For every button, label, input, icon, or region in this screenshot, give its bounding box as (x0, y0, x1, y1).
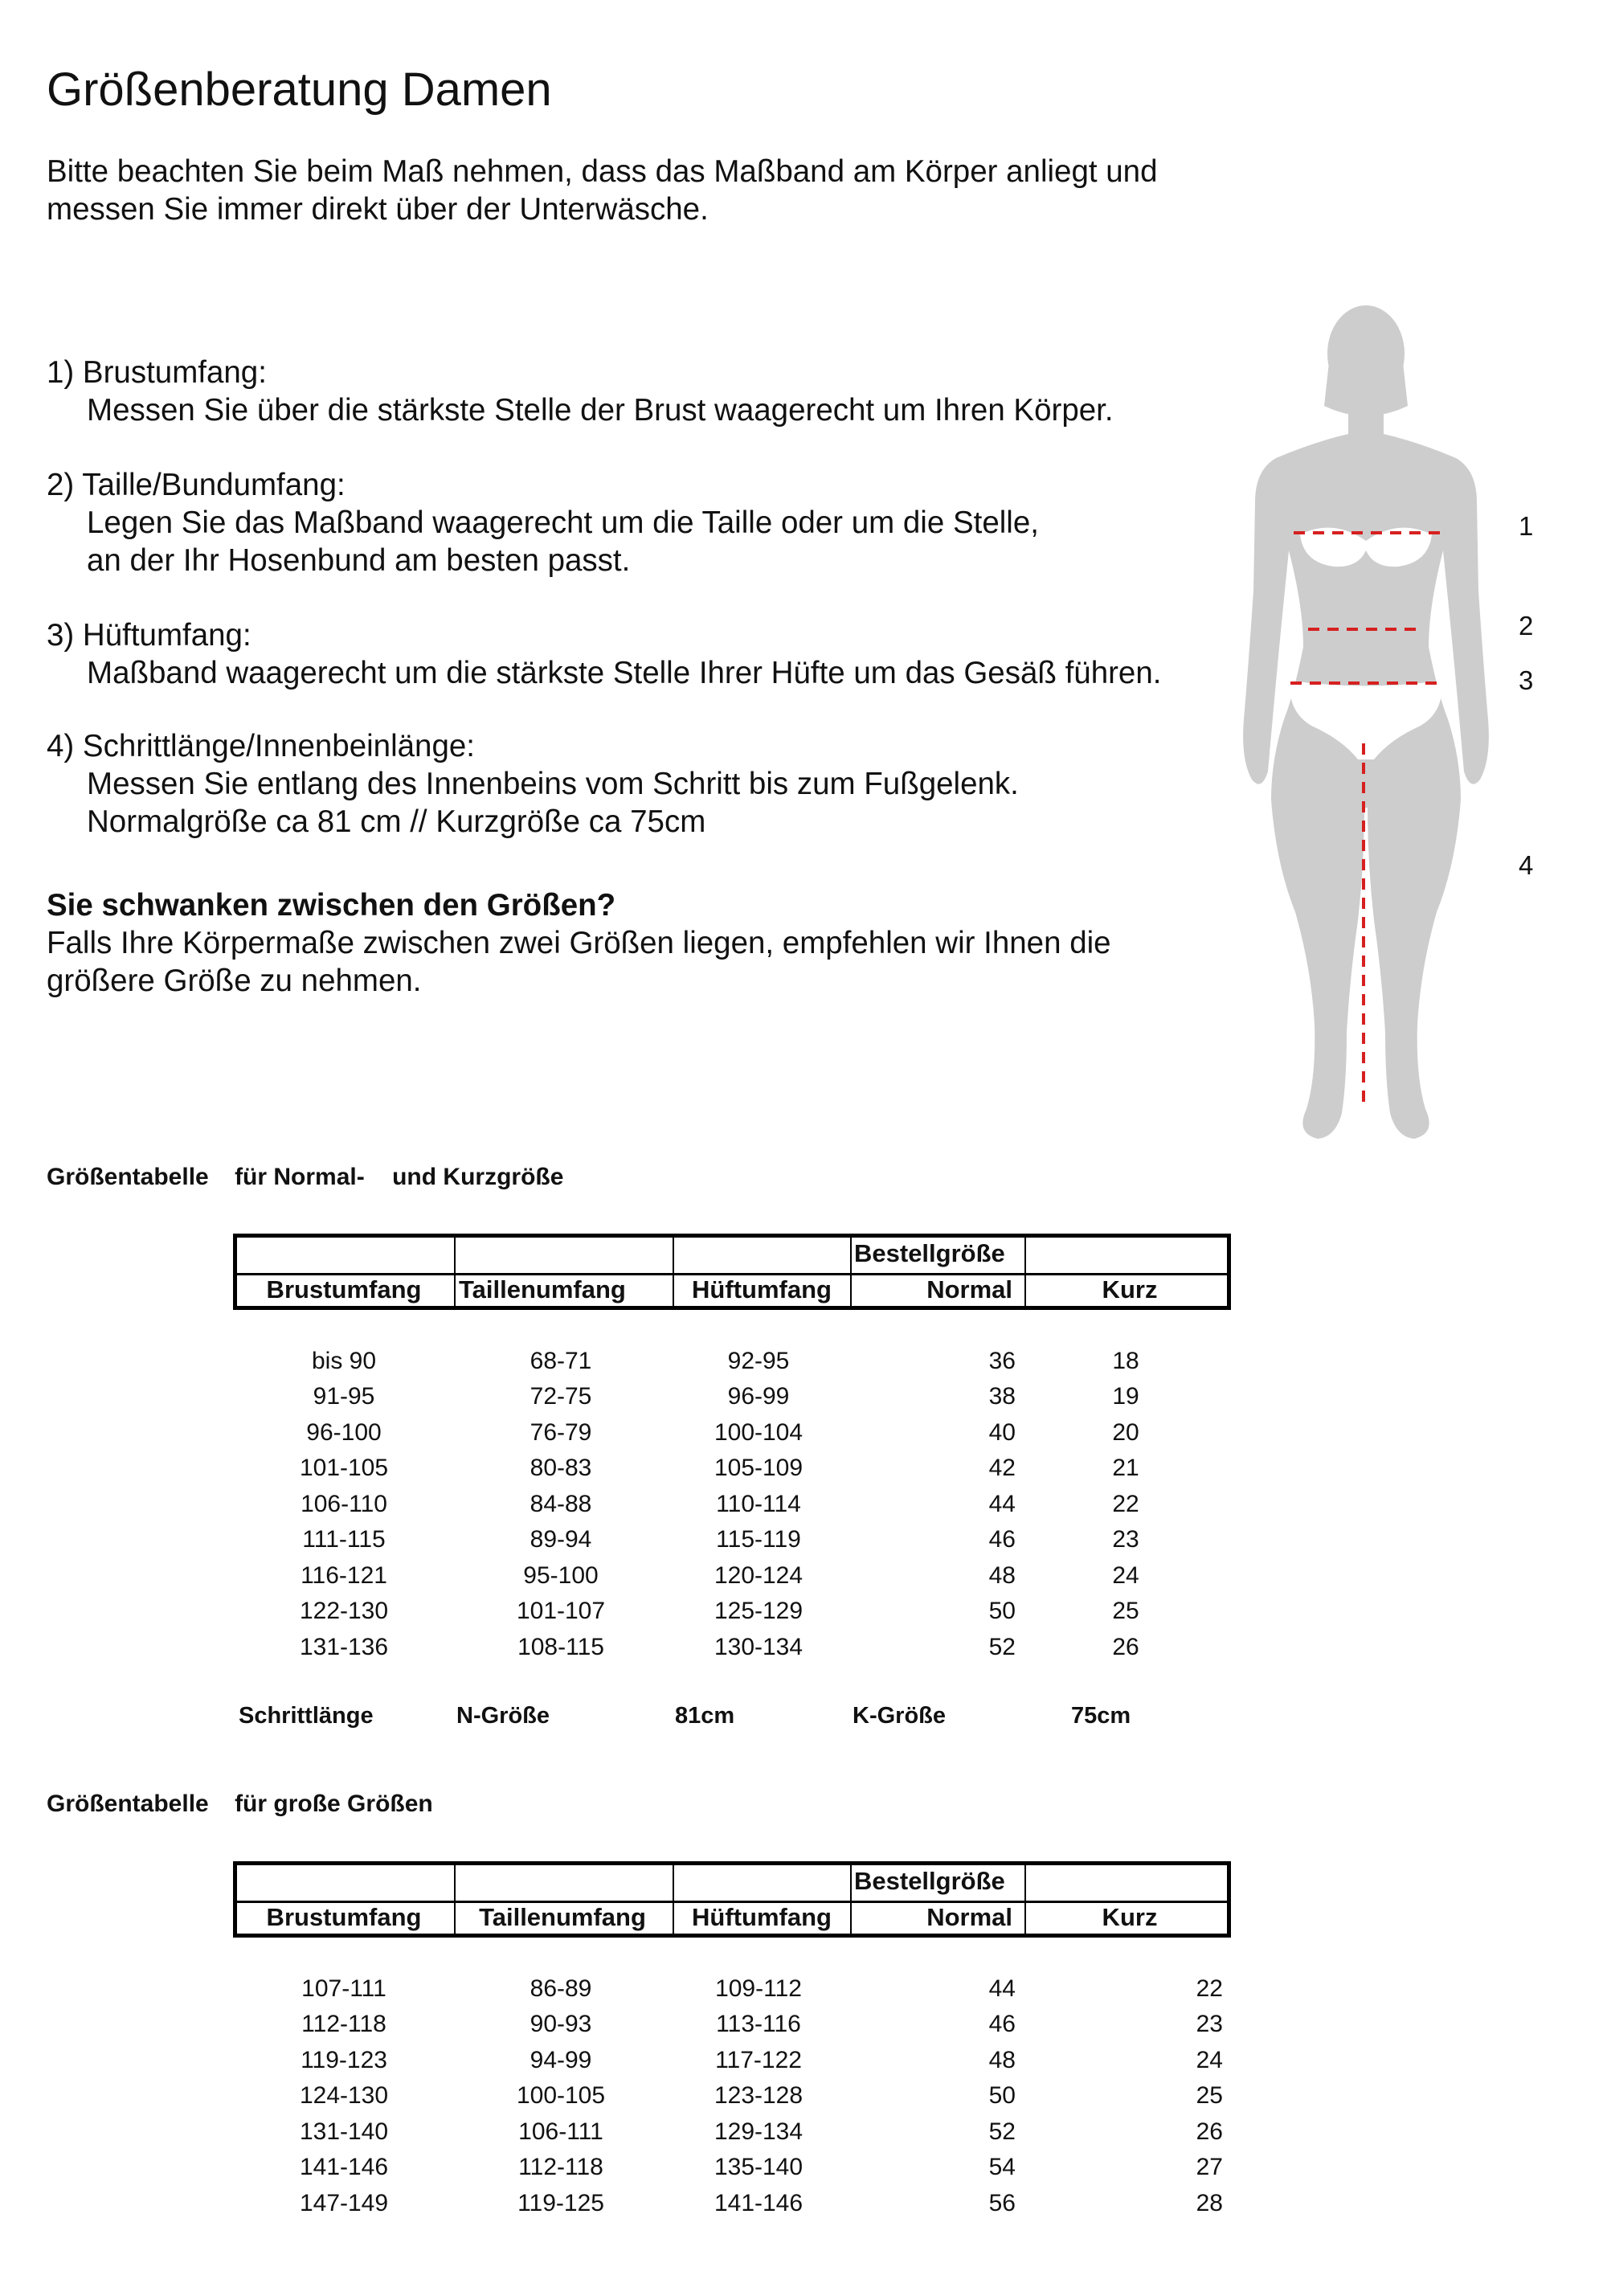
divider (673, 1238, 674, 1306)
cell-normal: 46 (988, 1526, 1016, 1553)
caption-part: für Normal- (235, 1164, 365, 1190)
column-header: Hüftumfang (692, 1275, 832, 1304)
advice-text: Falls Ihre Körpermaße zwischen zwei Größen liegen, empfehlen wir Ihnen die (47, 926, 1111, 960)
table2-header (233, 1861, 1231, 1938)
table1-header (233, 1234, 1231, 1310)
divider (1024, 1865, 1026, 1934)
footer-label: N-Größe (456, 1703, 550, 1729)
cell-hip: 123-128 (714, 2082, 804, 2109)
cell-bust: 101-105 (299, 1455, 389, 1481)
cell-waist: 76-79 (530, 1419, 592, 1446)
figure-marker-1: 1 (1519, 511, 1534, 541)
cell-normal: 42 (988, 1455, 1016, 1481)
cell-hip: 110-114 (716, 1491, 801, 1517)
cell-short: 24 (1112, 1562, 1139, 1589)
footer-label: Schrittlänge (239, 1703, 374, 1729)
step-text: Maßband waagerecht um die stärkste Stelle Ihrer Hüfte um das Gesäß führen. (87, 656, 1162, 690)
divider (850, 1865, 852, 1934)
cell-normal: 56 (988, 2190, 1016, 2216)
cell-bust: 116-121 (301, 1562, 387, 1589)
cell-normal: 48 (988, 1562, 1016, 1589)
intro-line: messen Sie immer direkt über der Unterwäsche. (47, 192, 709, 227)
step-2 (47, 466, 1039, 579)
cell-waist: 68-71 (530, 1348, 592, 1374)
figure-marker-3: 3 (1519, 665, 1534, 695)
cell-normal: 50 (988, 2082, 1016, 2109)
cell-normal: 38 (988, 1383, 1016, 1410)
advice-text: größere Größe zu nehmen. (47, 964, 422, 998)
cell-hip: 117-122 (715, 2047, 802, 2073)
column-header: Normal (926, 1903, 1012, 1931)
cell-hip: 113-116 (716, 2011, 801, 2037)
cell-normal: 36 (988, 1348, 1016, 1374)
cell-bust: 131-136 (299, 1634, 389, 1660)
caption-part: Größentabelle (47, 1791, 209, 1817)
intro-line: Bitte beachten Sie beim Maß nehmen, dass das Maßband am Körper anliegt und (47, 154, 1158, 189)
cell-bust: 119-123 (301, 2047, 387, 2073)
step-3 (47, 616, 1161, 692)
divider (454, 1238, 456, 1306)
cell-hip: 129-134 (714, 2118, 804, 2145)
divider (673, 1865, 674, 1934)
footer-value: 75cm (1071, 1703, 1131, 1729)
step-heading: 2) Taille/Bundumfang: (47, 468, 346, 502)
column-header: Kurz (1102, 1275, 1158, 1304)
cell-bust: 106-110 (301, 1491, 387, 1517)
table1-caption (47, 1164, 563, 1191)
cell-hip: 96-99 (727, 1383, 790, 1410)
cell-hip: 109-112 (715, 1975, 802, 2002)
column-header: Brustumfang (266, 1275, 422, 1304)
group-header: Bestellgröße (854, 1239, 1005, 1267)
step-text: Normalgröße ca 81 cm // Kurzgröße ca 75cm (87, 804, 706, 839)
footer-value: 81cm (675, 1703, 735, 1729)
cell-short: 28 (1196, 2190, 1223, 2216)
cell-short: 24 (1196, 2047, 1223, 2073)
column-header: Brustumfang (266, 1903, 422, 1931)
cell-normal: 44 (988, 1491, 1016, 1517)
caption-part: für große Größen (235, 1791, 433, 1817)
cell-hip: 125-129 (714, 1598, 804, 1624)
divider (1024, 1238, 1026, 1306)
table2-caption (47, 1791, 433, 1818)
column-header: Hüftumfang (692, 1903, 832, 1931)
body-silhouette-figure (1237, 285, 1495, 1153)
cell-hip: 105-109 (714, 1455, 804, 1481)
cell-hip: 120-124 (714, 1562, 804, 1589)
cell-waist: 84-88 (530, 1491, 592, 1517)
cell-hip: 92-95 (727, 1348, 790, 1374)
cell-waist: 72-75 (530, 1383, 592, 1410)
cell-bust: 141-146 (299, 2154, 389, 2180)
cell-bust: bis 90 (311, 1348, 377, 1374)
cell-hip: 135-140 (714, 2154, 804, 2180)
cell-waist: 94-99 (530, 2047, 592, 2073)
cell-bust: 122-130 (299, 1598, 389, 1624)
cell-bust: 124-130 (299, 2082, 389, 2109)
cell-short: 21 (1112, 1455, 1139, 1481)
cell-bust: 91-95 (313, 1383, 375, 1410)
cell-normal: 52 (988, 2118, 1016, 2145)
cell-short: 27 (1196, 2154, 1223, 2180)
step-text: Messen Sie entlang des Innenbeins vom Schritt bis zum Fußgelenk. (87, 767, 1019, 801)
cell-hip: 115-119 (716, 1526, 801, 1553)
column-header: Taillenumfang (459, 1275, 626, 1304)
step-text: an der Ihr Hosenbund am besten passt. (87, 543, 631, 578)
cell-waist: 119-125 (517, 2190, 604, 2216)
cell-short: 26 (1112, 1634, 1139, 1660)
cell-short: 26 (1196, 2118, 1223, 2145)
cell-waist: 106-111 (518, 2118, 603, 2145)
cell-hip: 141-146 (714, 2190, 804, 2216)
cell-waist: 86-89 (530, 1975, 592, 2002)
cell-waist: 90-93 (530, 2011, 592, 2037)
cell-short: 23 (1112, 1526, 1139, 1553)
cell-normal: 54 (988, 2154, 1016, 2180)
cell-bust: 112-118 (301, 2011, 386, 2037)
cell-short: 19 (1112, 1383, 1139, 1410)
cell-bust: 96-100 (306, 1419, 382, 1446)
divider (850, 1238, 852, 1306)
cell-short: 23 (1196, 2011, 1223, 2037)
step-heading: 3) Hüftumfang: (47, 618, 251, 653)
cell-short: 18 (1112, 1348, 1139, 1374)
advice-heading: Sie schwanken zwischen den Größen? (47, 888, 616, 923)
cell-bust: 131-140 (299, 2118, 389, 2145)
cell-hip: 130-134 (714, 1634, 804, 1660)
cell-short: 20 (1112, 1419, 1139, 1446)
cell-short: 25 (1112, 1598, 1139, 1624)
step-heading: 1) Brustumfang: (47, 355, 267, 390)
caption-part: Größentabelle (47, 1164, 209, 1190)
cell-normal: 50 (988, 1598, 1016, 1624)
page-title: Größenberatung Damen (47, 63, 552, 116)
cell-bust: 107-111 (301, 1975, 386, 2002)
cell-waist: 95-100 (523, 1562, 599, 1589)
cell-hip: 100-104 (714, 1419, 804, 1446)
column-header: Normal (926, 1275, 1012, 1304)
cell-normal: 44 (988, 1975, 1016, 2002)
figure-marker-2: 2 (1519, 611, 1534, 641)
cell-waist: 112-118 (518, 2154, 603, 2180)
cell-normal: 48 (988, 2047, 1016, 2073)
figure-marker-4: 4 (1519, 850, 1534, 880)
cell-waist: 100-105 (516, 2082, 606, 2109)
column-header: Taillenumfang (479, 1903, 646, 1931)
cell-normal: 46 (988, 2011, 1016, 2037)
size-advice (47, 886, 1111, 1000)
group-header: Bestellgröße (854, 1867, 1005, 1895)
step-heading: 4) Schrittlänge/Innenbeinlänge: (47, 729, 475, 763)
caption-part: und Kurzgröße (392, 1164, 564, 1190)
cell-bust: 147-149 (299, 2190, 389, 2216)
cell-waist: 108-115 (517, 1634, 604, 1660)
cell-waist: 101-107 (516, 1598, 606, 1624)
step-text: Legen Sie das Maßband waagerecht um die Taille oder um die Stelle, (87, 505, 1039, 540)
cell-short: 25 (1196, 2082, 1223, 2109)
cell-waist: 80-83 (530, 1455, 592, 1481)
cell-short: 22 (1112, 1491, 1139, 1517)
cell-bust: 111-115 (302, 1526, 386, 1553)
divider (454, 1865, 456, 1934)
footer-label: K-Größe (853, 1703, 946, 1729)
intro-text (47, 153, 1158, 228)
column-header: Kurz (1102, 1903, 1158, 1931)
step-text: Messen Sie über die stärkste Stelle der Brust waagerecht um Ihren Körper. (87, 393, 1114, 428)
cell-normal: 40 (988, 1419, 1016, 1446)
step-1 (47, 354, 1114, 429)
cell-waist: 89-94 (530, 1526, 592, 1553)
step-4 (47, 727, 1019, 841)
cell-normal: 52 (988, 1634, 1016, 1660)
cell-short: 22 (1196, 1975, 1223, 2002)
